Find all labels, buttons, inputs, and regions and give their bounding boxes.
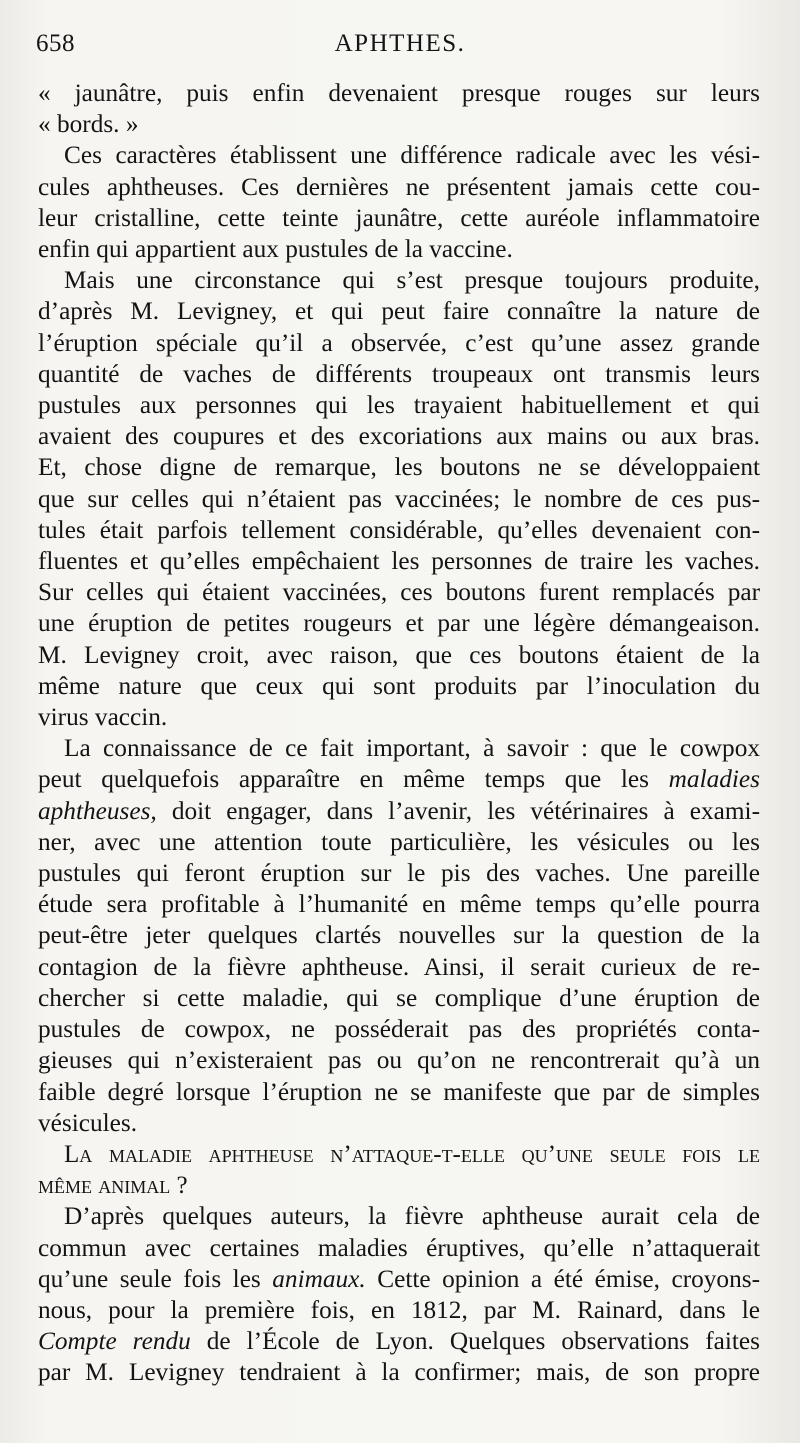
text-line: cules aphtheuses. Ces dernières ne présentent jamais cette cou- — [38, 172, 760, 201]
paragraph — [38, 265, 760, 733]
body-text — [38, 78, 760, 1389]
text-line: La connaissance de ce fait important, à savoir : que le cowpox — [64, 734, 760, 763]
text-line: pustules de cowpox, ne posséderait pas des propriétés conta- — [38, 1015, 760, 1044]
text-line: Ces caractères établissent une différence radicale avec les vési- — [64, 141, 760, 170]
text-line: « jaunâtre, puis enfin devenaient presque rouges sur leurs — [38, 79, 760, 107]
text-line: enfin qui appartient aux pustules de la vaccine. — [38, 235, 513, 264]
text-line: virus vaccin. — [38, 703, 168, 732]
text-line: pustules qui feront éruption sur le pis des vaches. Une pareille — [38, 859, 760, 888]
text-line: étude sera profitable à l’humanité en même temps qu’elle pourra — [38, 890, 760, 919]
text-line: d’après M. Levigney, et qui peut faire connaître la nature de — [38, 297, 760, 326]
running-title: APHTHES. — [334, 30, 466, 57]
page-number: 658 — [36, 30, 75, 57]
text-line: fluentes et qu’elles empêchaient les personnes de traire les vaches. — [38, 547, 760, 576]
page-header — [30, 30, 770, 60]
text-line: chercher si cette maladie, qui se complique d’une éruption de — [38, 983, 760, 1012]
text-line: commun avec certaines maladies éruptives, qu’elle n’attaquerait — [38, 1233, 760, 1262]
text-line: tules était parfois tellement considérable, qu’elles devenaient con- — [38, 515, 760, 544]
text-line: M. Levigney croit, avec raison, que ces boutons étaient de la — [38, 640, 760, 669]
text-line: aphtheuses, doit engager, dans l’avenir, les vétérinaires à exami- — [38, 796, 760, 825]
section-heading — [38, 1139, 760, 1201]
text-line: « bords. » — [38, 110, 139, 139]
text-line: pustules aux personnes qui les trayaient habituellement et qui — [38, 391, 760, 420]
text-line: même nature que ceux qui sont produits par l’inoculation du — [38, 671, 760, 700]
text-line: D’après quelques auteurs, la fièvre aphtheuse aurait cela de — [64, 1202, 760, 1231]
paragraph — [38, 140, 760, 265]
text-line: par M. Levigney tendraient à la confirmer; mais, de son propre — [38, 1358, 760, 1387]
text-line: l’éruption spéciale qu’il a observée, c’est qu’une assez grande — [38, 328, 760, 357]
text-line: gieuses qui n’existeraient pas ou qu’on ne rencontrerait qu’à un — [38, 1046, 760, 1075]
text-line: peut quelquefois apparaître en même temps que les maladies — [38, 765, 760, 794]
text-line: peut-être jeter quelques clartés nouvelles sur la question de la — [38, 921, 760, 950]
text-line: que sur celles qui n’étaient pas vaccinées; le nombre de ces pus- — [38, 484, 760, 513]
text-line: Compte rendu de l’École de Lyon. Quelques observations faites — [38, 1327, 760, 1356]
paragraph — [38, 1201, 760, 1388]
text-line: leur cristalline, cette teinte jaunâtre, cette auréole inflammatoire — [38, 203, 760, 232]
paragraph-quote-end — [38, 78, 760, 140]
text-line: vésicules. — [38, 1108, 138, 1137]
text-line: une éruption de petites rougeurs et par une légère démangeaison. — [38, 609, 760, 638]
text-line: Mais une circonstance qui s’est presque toujours produite, — [64, 266, 760, 295]
heading-line: même animal ? — [38, 1172, 188, 1200]
text-line: faible degré lorsque l’éruption ne se manifeste que par de simples — [38, 1077, 760, 1106]
text-line: avaient des coupures et des excoriations aux mains ou aux bras. — [38, 422, 760, 451]
text-line: quantité de vaches de différents troupeaux ont transmis leurs — [38, 359, 760, 388]
text-line: nous, pour la première fois, en 1812, par M. Rainard, dans le — [38, 1295, 760, 1324]
paragraph — [38, 733, 760, 1139]
heading-line: La maladie aphtheuse n’attaque-t-elle qu’une seule fois le — [64, 1140, 760, 1168]
text-line: Et, chose digne de remarque, les boutons ne se développaient — [38, 453, 760, 482]
text-line: ner, avec une attention toute particulière, les vésicules ou les — [38, 827, 760, 856]
text-line: Sur celles qui étaient vaccinées, ces boutons furent remplacés par — [38, 578, 760, 607]
text-line: contagion de la fièvre aphtheuse. Ainsi, il serait curieux de re- — [38, 952, 760, 981]
text-line: qu’une seule fois les animaux. Cette opinion a été émise, croyons- — [38, 1264, 760, 1293]
